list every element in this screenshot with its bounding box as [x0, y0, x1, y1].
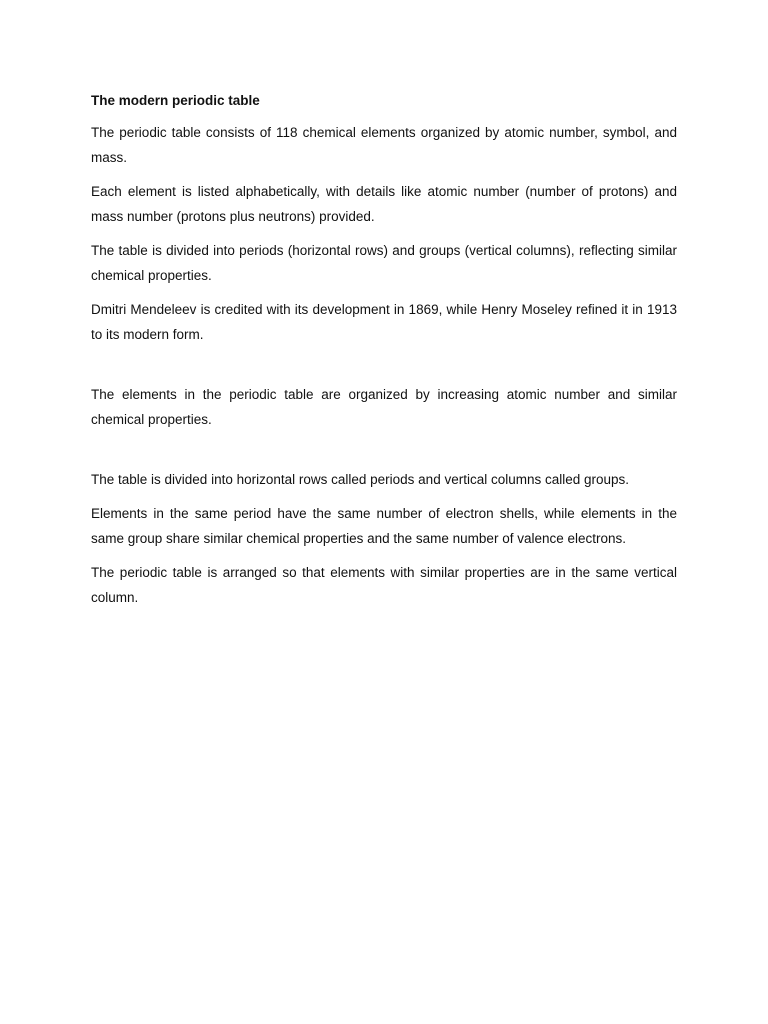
paragraph: The periodic table consists of 118 chemical elements organized by atomic number, symbol, and mass. — [91, 125, 677, 165]
paragraph: The table is divided into horizontal rows called periods and vertical columns called groups. — [91, 472, 630, 487]
paragraph: The elements in the periodic table are organized by increasing atomic number and similar chemical properties. — [91, 387, 677, 427]
blank-line — [91, 441, 677, 467]
paragraph: Elements in the same period have the same number of electron shells, while elements in the same group share similar chemical properties and the same number of valence electrons. — [91, 506, 677, 546]
blank-line — [91, 356, 677, 382]
document-body — [91, 92, 677, 619]
paragraph: The periodic table is arranged so that elements with similar properties are in the same vertical column. — [91, 565, 677, 605]
paragraph: The table is divided into periods (horizontal rows) and groups (vertical columns), reflecting similar chemical properties. — [91, 243, 677, 283]
document-title: The modern periodic table — [91, 93, 260, 108]
paragraph: Dmitri Mendeleev is credited with its development in 1869, while Henry Moseley refined it in 1913 to its modern form. — [91, 302, 677, 342]
paragraph: Each element is listed alphabetically, with details like atomic number (number of protons) and mass number (protons plus neutrons) provided. — [91, 184, 677, 224]
